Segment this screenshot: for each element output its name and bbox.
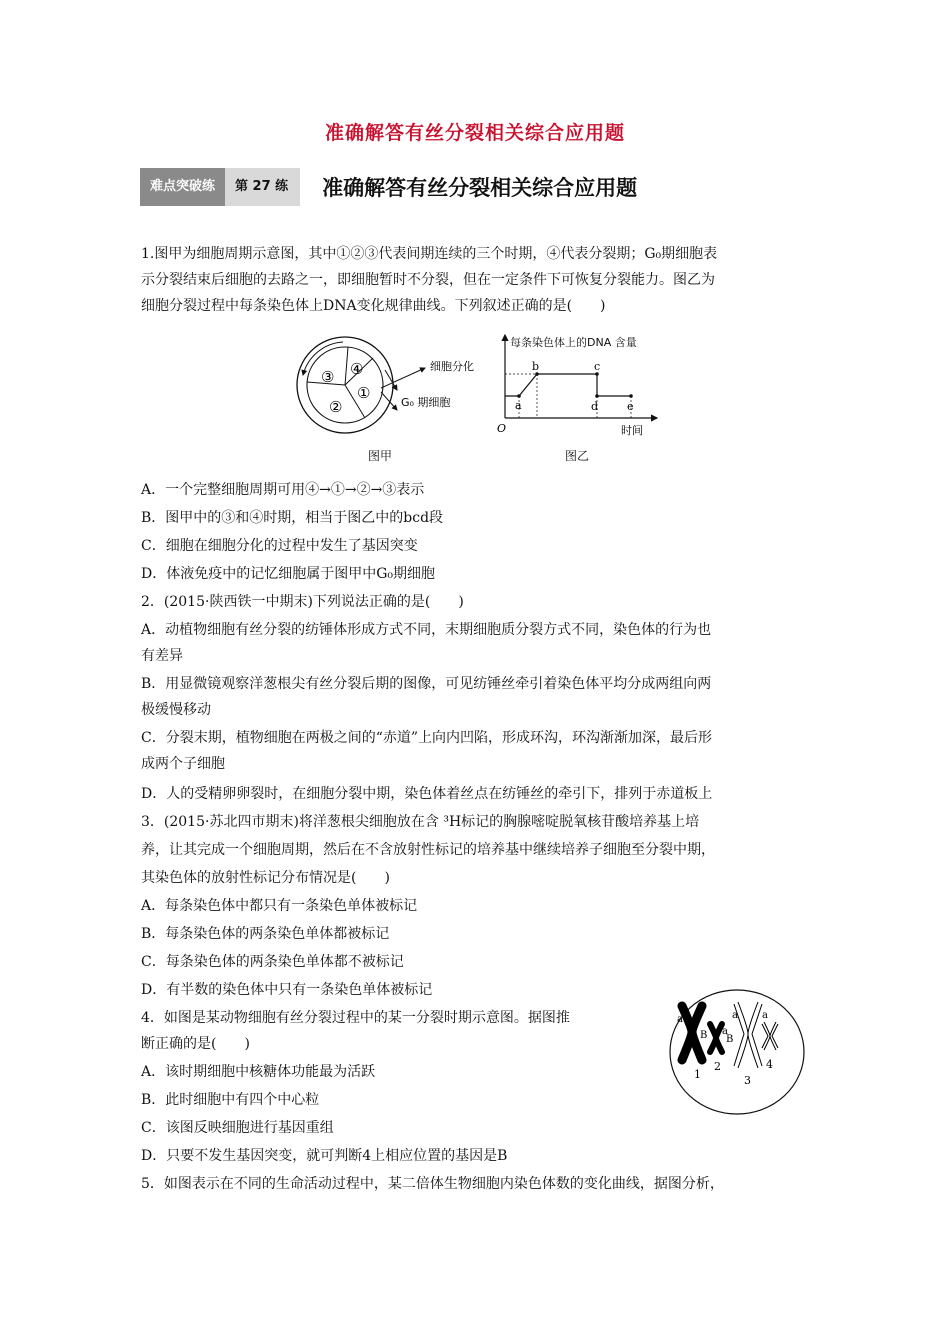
q3-stem-line: 其染色体的放射性标记分布情况是( ) xyxy=(141,870,390,886)
q3-option-d: D．有半数的染色体中只有一条染色单体被标记 xyxy=(141,982,433,998)
q4-option-c: C．该图反映细胞进行基因重组 xyxy=(141,1120,334,1136)
chromosome-1 xyxy=(682,1006,702,1060)
figure-mitosis-cell xyxy=(662,988,812,1118)
q1-option-c: C．细胞在细胞分化的过程中发生了基因突变 xyxy=(141,538,418,554)
section-banner xyxy=(140,168,637,206)
gene-label: a xyxy=(732,1010,738,1021)
point-label: a xyxy=(515,399,522,412)
q1-option-a: A．一个完整细胞周期可用④→①→②→③表示 xyxy=(141,482,425,498)
page-title: 准确解答有丝分裂相关综合应用题 xyxy=(324,122,625,144)
arrow-label-differentiation: 细胞分化 xyxy=(430,360,474,373)
chromosome-number: 3 xyxy=(744,1074,751,1087)
chromosome-number: 4 xyxy=(766,1058,773,1071)
q4-stem-line: 4．如图是某动物细胞有丝分裂过程中的某一分裂时期示意图。据图推 xyxy=(141,1010,570,1026)
sector-label: ③ xyxy=(321,368,335,386)
figure-caption-jia: 图甲 xyxy=(368,449,393,463)
point-label: b xyxy=(532,360,540,373)
section-title: 准确解答有丝分裂相关综合应用题 xyxy=(322,176,638,200)
q5-stem-line: 5．如图表示在不同的生命活动过程中，某二倍体生物细胞内染色体数的变化曲线，据图分析， xyxy=(141,1176,724,1192)
sector-label: ④ xyxy=(350,360,364,378)
gene-label: a xyxy=(762,1010,768,1021)
q2-option-a: A．动植物细胞有丝分裂的纺锤体形成方式不同，末期细胞质分裂方式不同，染色体的行为也 xyxy=(141,622,712,638)
chromosome-2 xyxy=(710,1024,722,1052)
axis-origin: O xyxy=(497,422,507,435)
gene-label: B xyxy=(700,1030,708,1041)
q1-stem-line: 1.图甲为细胞周期示意图，其中①②③代表间期连续的三个时期，④代表分裂期；G₀期细胞表 xyxy=(141,246,718,262)
q1-option-b: B．图甲中的③和④时期，相当于图乙中的bcd段 xyxy=(141,510,444,526)
q2-option-a-cont: 有差异 xyxy=(141,648,183,664)
q4-stem-line: 断正确的是( ) xyxy=(141,1036,250,1052)
arrow-label-g0: G₀ 期细胞 xyxy=(401,396,451,409)
q4-option-d: D．只要不发生基因突变，就可判断4上相应位置的基因是B xyxy=(141,1148,508,1164)
chromosome-4 xyxy=(762,1022,778,1050)
section-tag: 难点突破练 xyxy=(140,168,225,206)
gene-label: B xyxy=(726,1034,734,1045)
chromosome-number: 1 xyxy=(694,1068,701,1081)
y-axis-label: 每条染色体上的DNA 含量 xyxy=(510,336,637,349)
chromosome-3 xyxy=(734,1002,762,1068)
point-label: e xyxy=(627,400,634,413)
q3-option-b: B．每条染色体的两条染色单体都被标记 xyxy=(141,926,390,942)
q2-option-c-cont: 成两个子细胞 xyxy=(141,756,225,772)
exercise-number: 第 27 练 xyxy=(225,168,300,206)
q2-stem: 2．(2015·陕西铁一中期末)下列说法正确的是( ) xyxy=(141,594,464,610)
q1-option-d: D．体液免疫中的记忆细胞属于图甲中G₀期细胞 xyxy=(141,566,436,582)
q1-stem-line: 细胞分裂过程中每条染色体上DNA变化规律曲线。下列叙述正确的是( ) xyxy=(141,298,606,314)
sector-label: ① xyxy=(357,384,371,402)
q3-option-a: A．每条染色体中都只有一条染色单体被标记 xyxy=(141,898,418,914)
sector-label: ② xyxy=(329,398,343,416)
point-label: c xyxy=(594,360,601,373)
q2-option-b: B．用显微镜观察洋葱根尖有丝分裂后期的图像，可见纺锤丝牵引着染色体平均分成两组向两 xyxy=(141,676,712,692)
q3-stem-line: 3．(2015·苏北四市期末)将洋葱根尖细胞放在含 ³H标记的胸腺嘧啶脱氧核苷酸培养基上培 xyxy=(141,814,700,830)
gene-label: a xyxy=(722,1026,728,1037)
q4-option-a: A．该时期细胞中核糖体功能最为活跃 xyxy=(141,1064,376,1080)
q2-option-d: D．人的受精卵卵裂时，在细胞分裂中期，染色体着丝点在纺锤丝的牵引下，排列于赤道板上 xyxy=(141,786,713,802)
q3-stem-line: 养，让其完成一个细胞周期，然后在不含放射性标记的培养基中继续培养子细胞至分裂中期， xyxy=(141,842,715,858)
q1-stem-line: 示分裂结束后细胞的去路之一，即细胞暂时不分裂，但在一定条件下可恢复分裂能力。图乙为 xyxy=(141,272,715,288)
q3-option-c: C．每条染色体的两条染色单体都不被标记 xyxy=(141,954,404,970)
figure-caption-yi: 图乙 xyxy=(565,449,590,463)
q2-option-c: C．分裂末期，植物细胞在两极之间的“赤道”上向内凹陷，形成环沟，环沟渐渐加深，最后形 xyxy=(141,730,713,746)
x-axis-label: 时间 xyxy=(621,424,643,437)
q2-option-b-cont: 极缓慢移动 xyxy=(141,702,211,718)
q4-option-b: B．此时细胞中有四个中心粒 xyxy=(141,1092,320,1108)
chromosome-number: 2 xyxy=(714,1060,721,1073)
gene-label: a xyxy=(677,1014,683,1025)
point-label: d xyxy=(591,400,599,413)
